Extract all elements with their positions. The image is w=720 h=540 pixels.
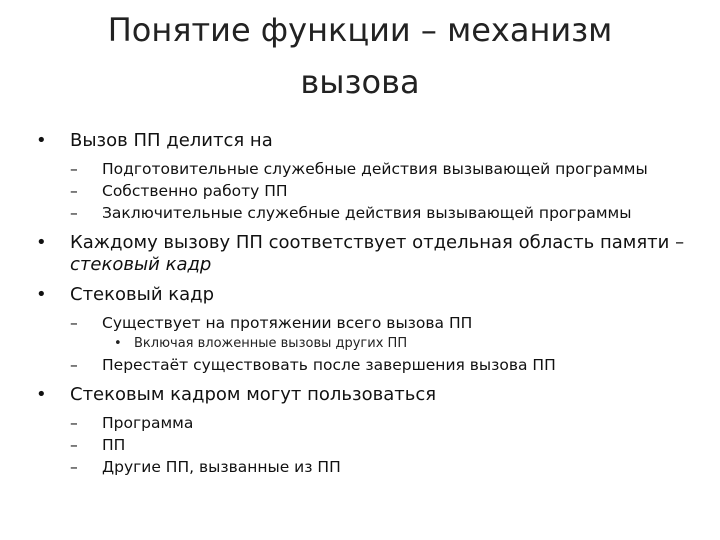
dash-icon: – [70, 458, 78, 476]
dash-icon: – [70, 204, 78, 222]
sub-bullet-text: Подготовительные служебные действия вызывающей программы [102, 160, 648, 178]
slide-title [40, 4, 680, 108]
sub-sub-bullet [30, 334, 700, 354]
sub-sub-bullet-text: Включая вложенные вызовы других ПП [134, 336, 408, 351]
sub-bullet-text: Собственно работу ПП [102, 182, 288, 200]
sub-bullet [30, 412, 700, 434]
sub-bullet-text: Другие ПП, вызванные из ПП [102, 458, 341, 476]
bullet-italic-term: стековый кадр [70, 254, 212, 275]
sub-bullet-text: Перестаёт существовать после завершения вызова ПП [102, 356, 556, 374]
slide-content [30, 122, 700, 478]
dash-icon: – [70, 356, 78, 374]
dash-icon: – [70, 160, 78, 178]
bullet-dot-icon: • [36, 284, 47, 305]
bullet-who-uses [30, 384, 700, 406]
sub-bullet [30, 312, 700, 334]
sub-bullet [30, 202, 700, 224]
bullet-memory-area [30, 232, 700, 276]
sub-bullet-text: ПП [102, 436, 126, 454]
sub-bullet [30, 158, 700, 180]
slide-title-line-2: вызова [300, 63, 420, 101]
dash-icon: – [70, 314, 78, 332]
bullet-text: Каждому вызову ПП соответствует отдельная область памяти – [70, 232, 685, 253]
bullet-dot-icon: • [36, 384, 47, 405]
dash-icon: – [70, 182, 78, 200]
bullet-dot-icon: • [36, 130, 47, 151]
bullet-text: Вызов ПП делится на [70, 130, 273, 151]
bullet-text: Стековый кадр [70, 284, 215, 305]
bullet-dot-icon: • [36, 232, 47, 253]
bullet-stack-frame [30, 284, 700, 306]
sub-bullet [30, 434, 700, 456]
bullet-call-division [30, 130, 700, 152]
sub-bullet-text: Заключительные служебные действия вызывающей программы [102, 204, 632, 222]
bullet-dot-icon: • [114, 336, 122, 351]
sub-bullet-text: Программа [102, 414, 194, 432]
dash-icon: – [70, 436, 78, 454]
bullet-text: Стековым кадром могут пользоваться [70, 384, 437, 405]
sub-bullet [30, 180, 700, 202]
sub-bullet [30, 456, 700, 478]
sub-bullet-text: Существует на протяжении всего вызова ПП [102, 314, 473, 332]
slide-title-line-1: Понятие функции – механизм [107, 11, 613, 49]
sub-bullet [30, 354, 700, 376]
dash-icon: – [70, 414, 78, 432]
